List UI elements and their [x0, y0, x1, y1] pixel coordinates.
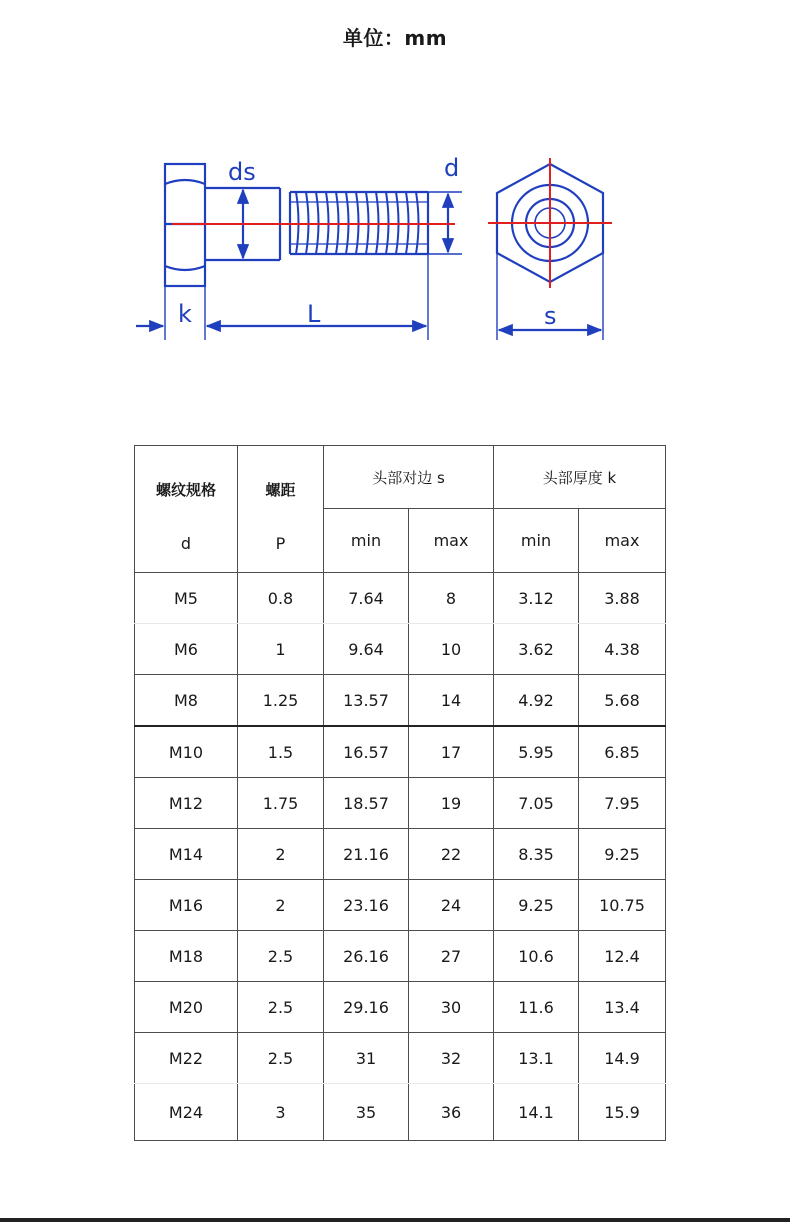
label-L: L — [307, 300, 321, 328]
cell-s-min: 18.57 — [324, 778, 409, 829]
cell-k-min: 10.6 — [494, 931, 579, 982]
cell-k-min: 8.35 — [494, 829, 579, 880]
cell-thread-spec: M14 — [135, 829, 238, 880]
cell-s-max: 22 — [409, 829, 494, 880]
cell-k-min: 5.95 — [494, 726, 579, 778]
cell-s-min: 13.57 — [324, 675, 409, 727]
cell-thread-spec: M18 — [135, 931, 238, 982]
cell-k-max: 10.75 — [579, 880, 666, 931]
cell-k-min: 9.25 — [494, 880, 579, 931]
cell-thread-spec: M5 — [135, 573, 238, 624]
subheader-s-max: max — [409, 509, 494, 573]
header-thread-spec: 螺纹规格 d — [135, 446, 238, 573]
cell-k-max: 9.25 — [579, 829, 666, 880]
cell-k-max: 15.9 — [579, 1084, 666, 1141]
table-row — [135, 1084, 666, 1141]
header-pitch: 螺距 P — [238, 446, 324, 573]
cell-pitch: 2.5 — [238, 1033, 324, 1084]
cell-s-min: 16.57 — [324, 726, 409, 778]
cell-s-min: 23.16 — [324, 880, 409, 931]
table-row — [135, 573, 666, 624]
cell-thread-spec: M12 — [135, 778, 238, 829]
cell-k-max: 3.88 — [579, 573, 666, 624]
cell-s-max: 27 — [409, 931, 494, 982]
cell-k-max: 13.4 — [579, 982, 666, 1033]
header-head-height: 头部厚度 k — [494, 446, 666, 509]
label-ds: ds — [228, 158, 256, 186]
cell-k-max: 7.95 — [579, 778, 666, 829]
table-row — [135, 675, 666, 727]
cell-s-max: 36 — [409, 1084, 494, 1141]
cell-k-min: 13.1 — [494, 1033, 579, 1084]
cell-s-min: 31 — [324, 1033, 409, 1084]
cell-thread-spec: M10 — [135, 726, 238, 778]
cell-k-min: 4.92 — [494, 675, 579, 727]
cell-pitch: 1.5 — [238, 726, 324, 778]
table-row — [135, 1033, 666, 1084]
cell-thread-spec: M24 — [135, 1084, 238, 1141]
cell-s-min: 29.16 — [324, 982, 409, 1033]
cell-k-max: 12.4 — [579, 931, 666, 982]
header-head-across-flats: 头部对边 s — [324, 446, 494, 509]
cell-k-max: 14.9 — [579, 1033, 666, 1084]
cell-k-min: 14.1 — [494, 1084, 579, 1141]
cell-s-max: 24 — [409, 880, 494, 931]
cell-thread-spec: M20 — [135, 982, 238, 1033]
table-row — [135, 726, 666, 778]
label-d: d — [444, 154, 460, 182]
cell-thread-spec: M22 — [135, 1033, 238, 1084]
cell-s-min: 26.16 — [324, 931, 409, 982]
cell-k-min: 3.62 — [494, 624, 579, 675]
subheader-k-min: min — [494, 509, 579, 573]
cell-pitch: 0.8 — [238, 573, 324, 624]
cell-s-max: 17 — [409, 726, 494, 778]
cell-pitch: 1.25 — [238, 675, 324, 727]
cell-thread-spec: M8 — [135, 675, 238, 727]
cell-pitch: 2.5 — [238, 931, 324, 982]
table-header-row — [135, 446, 666, 509]
table-row — [135, 931, 666, 982]
cell-k-min: 3.12 — [494, 573, 579, 624]
table-row — [135, 829, 666, 880]
label-k: k — [178, 300, 192, 328]
cell-pitch: 1 — [238, 624, 324, 675]
cell-pitch: 2 — [238, 829, 324, 880]
cell-k-min: 7.05 — [494, 778, 579, 829]
table-row — [135, 624, 666, 675]
bottom-divider — [0, 1218, 790, 1222]
table-row — [135, 880, 666, 931]
cell-s-max: 19 — [409, 778, 494, 829]
cell-s-max: 8 — [409, 573, 494, 624]
subheader-k-max: max — [579, 509, 666, 573]
cell-s-max: 30 — [409, 982, 494, 1033]
cell-s-max: 10 — [409, 624, 494, 675]
table-row — [135, 778, 666, 829]
cell-thread-spec: M6 — [135, 624, 238, 675]
subheader-s-min: min — [324, 509, 409, 573]
end-view-center-cross — [488, 158, 612, 288]
cell-s-min: 35 — [324, 1084, 409, 1141]
cell-pitch: 3 — [238, 1084, 324, 1141]
table-row — [135, 982, 666, 1033]
cell-s-min: 21.16 — [324, 829, 409, 880]
table-body — [135, 573, 666, 1141]
cell-k-max: 5.68 — [579, 675, 666, 727]
label-s: s — [544, 302, 557, 330]
cell-k-max: 4.38 — [579, 624, 666, 675]
cell-s-min: 7.64 — [324, 573, 409, 624]
bolt-spec-table — [134, 445, 666, 1141]
cell-pitch: 1.75 — [238, 778, 324, 829]
unit-label: 单位：mm — [342, 26, 448, 50]
cell-k-min: 11.6 — [494, 982, 579, 1033]
cell-k-max: 6.85 — [579, 726, 666, 778]
cell-thread-spec: M16 — [135, 880, 238, 931]
cell-pitch: 2 — [238, 880, 324, 931]
cell-s-max: 14 — [409, 675, 494, 727]
cell-s-min: 9.64 — [324, 624, 409, 675]
bolt-dimension-diagram — [0, 140, 790, 350]
cell-pitch: 2.5 — [238, 982, 324, 1033]
cell-s-max: 32 — [409, 1033, 494, 1084]
